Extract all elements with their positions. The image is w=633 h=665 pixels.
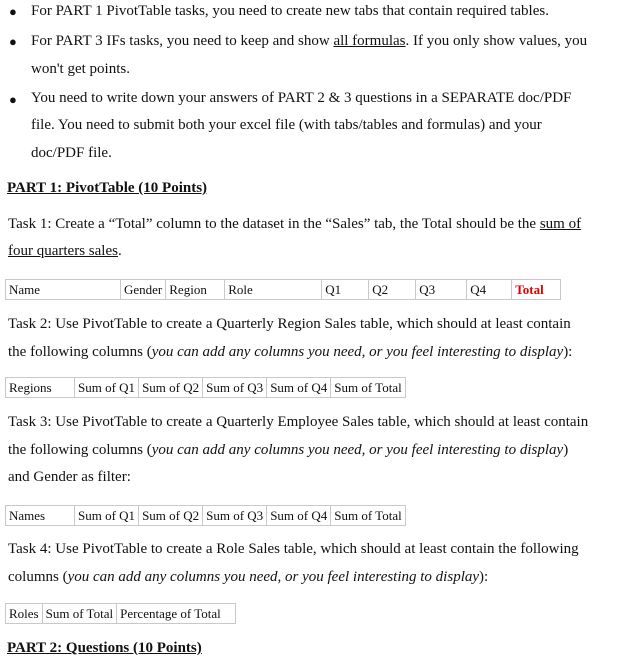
region-sales-table — [5, 377, 406, 398]
underlined-all-formulas: all formulas — [333, 33, 406, 49]
bullet-3-line-1: You need to write down your answers of PART 2 & 3 questions in a SEPARATE doc/PDF — [31, 90, 572, 106]
table-cell: Percentage of Total — [117, 604, 236, 624]
task3-line-3: and Gender as filter: — [8, 469, 131, 485]
table-cell: Regions — [6, 378, 75, 398]
bullet-3-line-3: doc/PDF file. — [31, 145, 112, 161]
task2-line-1: Task 2: Use PivotTable to create a Quarterly Region Sales table, which should at least contain — [8, 316, 571, 332]
table-cell: Sum of Total — [42, 604, 116, 624]
task3-line-2: the following columns (you can add any columns you need, or you feel interesting to display) — [8, 442, 569, 458]
bullet-2-line-1: For PART 3 IFs tasks, you need to keep and show all formulas. If you only show values, you — [31, 33, 588, 49]
bullet-3-line-2: file. You need to submit both your excel file (with tabs/tables and formulas) and your — [31, 117, 542, 133]
table-cell: Sum of Total — [331, 506, 405, 526]
table-cell: Region — [166, 280, 225, 300]
part1-heading: PART 1: PivotTable (10 Points) — [7, 180, 208, 196]
part2-heading: PART 2: Questions (10 Points) — [7, 640, 202, 656]
bullet-2-line-2: won't get points. — [31, 61, 130, 77]
table-cell: Sum of Total — [331, 378, 405, 398]
task1-line-1: Task 1: Create a “Total” column to the dataset in the “Sales” tab, the Total should be the sum of — [8, 216, 582, 232]
table-row — [6, 604, 236, 624]
table-cell: Roles — [6, 604, 43, 624]
bullet-icon: ● — [9, 4, 17, 19]
bullet-icon: ● — [9, 34, 17, 49]
task3-line-1: Task 3: Use PivotTable to create a Quarterly Employee Sales table, which should at least contain — [8, 414, 589, 430]
table-cell: Names — [6, 506, 75, 526]
task4-line-2: columns (you can add any columns you need, or you feel interesting to display): — [8, 569, 489, 585]
task1-line-2: four quarters sales. — [8, 243, 122, 259]
table-row — [6, 378, 406, 398]
table-row — [6, 280, 561, 300]
table-cell: Q1 — [322, 280, 369, 300]
table-cell: Q3 — [416, 280, 467, 300]
bullet-icon: ● — [9, 92, 17, 107]
sales-columns-table — [5, 279, 561, 300]
total-column-header: Total — [512, 280, 561, 300]
table-row — [6, 506, 406, 526]
bullet-1-line-1: For PART 1 PivotTable tasks, you need to create new tabs that contain required tables. — [31, 3, 549, 19]
table-cell: Sum of Q4 — [267, 378, 331, 398]
table-cell: Gender — [121, 280, 166, 300]
table-cell: Sum of Q1 — [75, 378, 139, 398]
table-cell: Role — [225, 280, 322, 300]
task2-line-2: the following columns (you can add any columns you need, or you feel interesting to display): — [8, 344, 573, 360]
employee-sales-table — [5, 505, 406, 526]
table-cell: Sum of Q3 — [203, 506, 267, 526]
table-cell: Sum of Q1 — [75, 506, 139, 526]
task4-line-1: Task 4: Use PivotTable to create a Role Sales table, which should at least contain the following — [8, 541, 579, 557]
table-cell: Sum of Q3 — [203, 378, 267, 398]
table-cell: Sum of Q2 — [139, 506, 203, 526]
table-cell: Sum of Q4 — [267, 506, 331, 526]
table-cell: Q2 — [369, 280, 416, 300]
table-cell: Q4 — [467, 280, 512, 300]
table-cell: Sum of Q2 — [139, 378, 203, 398]
role-sales-table — [5, 603, 236, 624]
table-cell: Name — [6, 280, 121, 300]
